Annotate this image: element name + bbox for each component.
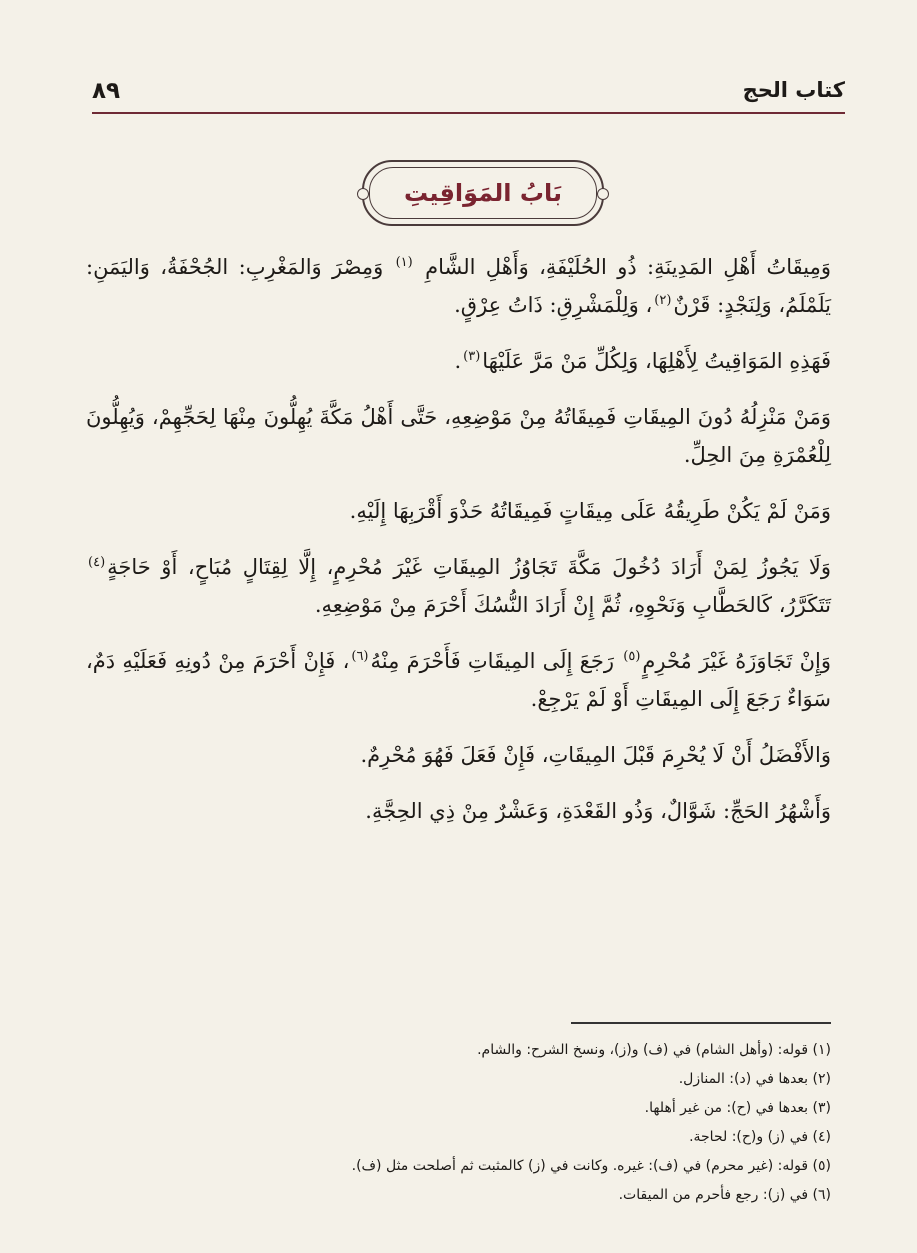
footnote-reference: (٦) bbox=[351, 649, 369, 664]
text-segment: ، وَلِلْمَشْرِقِ: ذَاتُ عِرْقٍ. bbox=[454, 293, 653, 317]
footnotes bbox=[86, 1036, 831, 1210]
paragraph bbox=[86, 398, 831, 474]
paragraph bbox=[86, 736, 831, 774]
text-segment: . bbox=[454, 349, 462, 373]
paragraph bbox=[86, 342, 831, 380]
footnote-reference: (١) bbox=[395, 255, 413, 270]
paragraph bbox=[86, 248, 831, 324]
footnote-reference: (٣) bbox=[463, 349, 481, 364]
main-text bbox=[86, 248, 831, 848]
footnote: (٤) في (ز) و(ح): لحاجة. bbox=[689, 1129, 831, 1145]
paragraph bbox=[86, 548, 831, 624]
footnote-reference: (٥) bbox=[623, 649, 641, 664]
text-segment: ، فَإِنْ أَحْرَمَ مِنْ دُونِهِ فَعَلَيْهِ دَمٌ، سَوَاءٌ رَجَعَ إِلَى المِيقَاتِ أَوْ لَمْ يَرْجِعْ. bbox=[86, 649, 831, 711]
text-segment: رَجَعَ إِلَى المِيقَاتِ فَأَحْرَمَ مِنْهُ bbox=[370, 649, 622, 673]
chapter-title-inner-frame bbox=[369, 167, 597, 219]
text-segment: وَأَشْهُرُ الحَجِّ: شَوَّالٌ، وَذُو القَعْدَةِ، وَعَشْرٌ مِنْ ذِي الحِجَّةِ. bbox=[365, 799, 831, 823]
footnote: (٣) بعدها في (ح): من غير أهلها. bbox=[644, 1100, 831, 1116]
text-segment: وَمَنْ مَنْزِلُهُ دُونَ المِيقَاتِ فَمِيقَاتُهُ مِنْ مَوْضِعِهِ، حَتَّى أَهْلُ مَكَّةَ يُهِلُّونَ مِنْهَا لِحَجِّهِمْ، وَيُهِلُّونَ لِلْعُمْرَةِ مِنَ الحِلِّ. bbox=[86, 405, 831, 467]
paragraph bbox=[86, 792, 831, 830]
chapter-title: بَابُ المَوَاقِيتِ bbox=[404, 179, 563, 207]
header-title: كتاب الحج bbox=[742, 78, 845, 102]
text-segment: وَمِيقَاتُ أَهْلِ المَدِينَةِ: ذُو الحُلَيْفَةِ، وَأَهْلِ الشَّامِ bbox=[414, 255, 831, 279]
paragraph bbox=[86, 492, 831, 530]
page-number: ٨٩ bbox=[92, 78, 121, 104]
header-rule bbox=[92, 112, 845, 114]
footnote-reference: (٢) bbox=[654, 293, 672, 308]
footnote: (٥) قوله: (غير محرم) في (ف): غيره. وكانت في (ز) كالمثبت ثم أصلحت مثل (ف). bbox=[351, 1158, 831, 1174]
text-segment: وَإِنْ تَجَاوَزَهُ غَيْرَ مُحْرِمٍ bbox=[642, 649, 832, 673]
text-segment: وَالأَفْضَلُ أَنْ لَا يُحْرِمَ قَبْلَ المِيقَاتِ، فَإِنْ فَعَلَ فَهُوَ مُحْرِمٌ. bbox=[360, 743, 831, 767]
chapter-title-frame bbox=[362, 160, 604, 226]
text-segment: وَمِصْرَ وَالمَغْرِبِ: الجُحْفَةُ، وَاليَمَنِ: يَلَمْلَمُ، وَلِنَجْدٍ: قَرْنٌ bbox=[86, 255, 831, 317]
footnote: (٦) في (ز): رجع فأحرم من الميقات. bbox=[618, 1187, 831, 1203]
footnote: (٢) بعدها في (د): المنازل. bbox=[678, 1071, 831, 1087]
text-segment: وَمَنْ لَمْ يَكُنْ طَرِيقُهُ عَلَى مِيقَاتٍ فَمِيقَاتُهُ حَذْوَ أَقْرَبِهَا إِلَيْهِ. bbox=[349, 499, 831, 523]
running-header bbox=[92, 78, 845, 110]
frame-ornament-left bbox=[357, 188, 369, 200]
footnote: (١) قوله: (وأهل الشام) في (ف) و(ز)، ونسخ الشرح: والشام. bbox=[477, 1042, 831, 1058]
paragraph bbox=[86, 642, 831, 718]
footnote-reference: (٤) bbox=[88, 555, 106, 570]
text-segment: فَهَذِهِ المَوَاقِيتُ لِأَهْلِهَا، وَلِكُلِّ مَنْ مَرَّ عَلَيْهَا bbox=[482, 349, 831, 373]
frame-ornament-right bbox=[597, 188, 609, 200]
text-segment: وَلَا يَجُوزُ لِمَنْ أَرَادَ دُخُولَ مَكَّةَ تَجَاوُزُ المِيقَاتِ غَيْرَ مُحْرِمٍ، إِلَّا لِقِتَالٍ مُبَاحٍ، أَوْ حَاجَةٍ bbox=[107, 555, 831, 579]
footnote-separator bbox=[571, 1022, 831, 1024]
text-segment: تَتَكَرَّرُ، كَالحَطَّابِ وَنَحْوِهِ، ثُمَّ إِنْ أَرَادَ النُّسُكَ أَحْرَمَ مِنْ مَوْضِعِهِ. bbox=[314, 593, 831, 617]
